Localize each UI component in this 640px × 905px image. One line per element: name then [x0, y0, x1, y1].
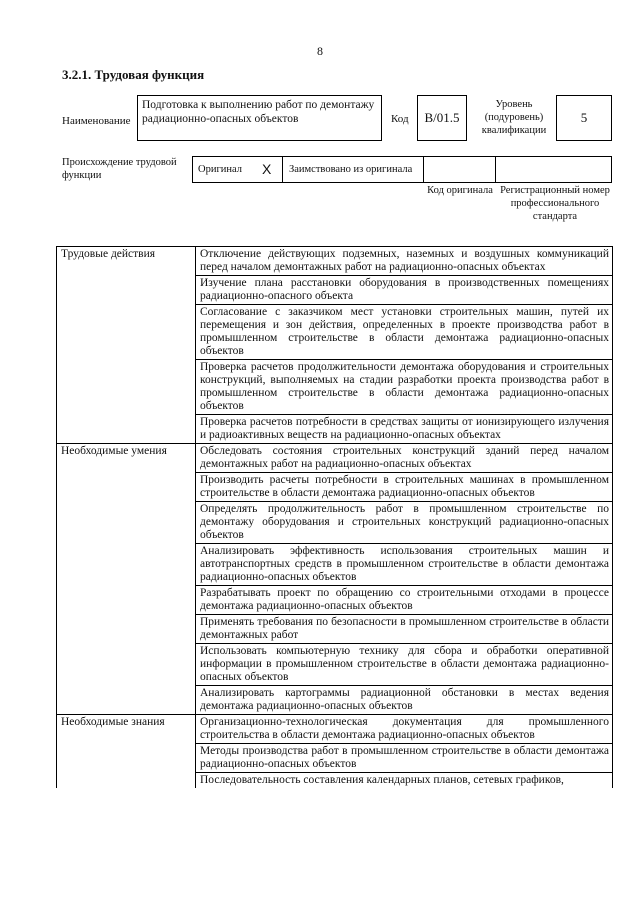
table-cell: Использовать компьютерную технику для сбора и обработки оперативной информации в промышленном строительстве в области демонтажа радиационно-опасных объектов	[196, 644, 613, 686]
code-label: Код	[391, 113, 409, 125]
table-row	[57, 276, 613, 305]
page-number: 8	[317, 44, 323, 58]
table-cell: Изучение плана расстановки оборудования в производственных помещениях радиационно-опасного объекта	[196, 276, 613, 305]
section-heading: Трудовые действия	[57, 247, 196, 276]
section-heading: Необходимые знания	[57, 715, 196, 744]
borrowed-label: Заимствовано из оригинала	[289, 164, 413, 175]
table-cell: Производить расчеты потребности в строительных машинах в промышленном строительстве в области демонтажа радиационно-опасных объектов	[196, 473, 613, 502]
name-value: Подготовка к выполнению работ по демонтажу радиационно-опасных объектов	[142, 99, 375, 125]
original-mark: X	[262, 161, 272, 177]
table-row	[57, 247, 613, 276]
table-row	[57, 744, 613, 773]
table-row	[57, 360, 613, 415]
table-row	[57, 544, 613, 586]
table-row	[57, 686, 613, 715]
table-row	[57, 415, 613, 444]
level-label: Уровень (подуровень) квалификации	[481, 99, 547, 136]
name-value-box	[137, 95, 382, 141]
table-cell: Применять требования по безопасности в промышленном строительстве в области демонтажных работ	[196, 615, 613, 644]
reg-number-label: Регистрационный номер профессионального стандарта	[500, 185, 610, 222]
divider-2	[423, 156, 424, 183]
table-cell: Анализировать эффективность использования строительных машин и автотранспортных средств в промышленном строительстве в области демонтажа радиационно-опасных объектов	[196, 544, 613, 586]
table-cell: Последовательность составления календарных планов, сетевых графиков,	[196, 773, 613, 789]
name-label: Наименование	[62, 115, 131, 127]
table-cell: Отключение действующих подземных, наземных и воздушных коммуникаций перед началом демонтажных работ на радиационно-опасных объектах	[196, 247, 613, 276]
table-cell: Разрабатывать проект по обращению со строительными отходами в процессе демонтажа радиационно-опасных объектов	[196, 586, 613, 615]
original-label: Оригинал	[198, 164, 242, 175]
divider-1	[282, 156, 283, 183]
table-cell: Организационно-технологическая документация для промышленного строительства в области демонтажа радиационно-опасных объектов	[196, 715, 613, 744]
divider-3	[495, 156, 496, 183]
table-row	[57, 773, 613, 789]
table-row	[57, 586, 613, 615]
table-cell: Определять продолжительность работ в промышленном строительстве по демонтажу оборудования и строительных конструкций радиационно-опасных объектов	[196, 502, 613, 544]
table-row	[57, 473, 613, 502]
table-cell: Согласование с заказчиком мест установки строительных машин, путей их перемещения и зон действия, определенных в проекте производства работ в промышленном строительстве в области демонтажа радиационно-опасных объектов	[196, 305, 613, 360]
table-cell: Проверка расчетов потребности в средствах защиты от ионизирующего излучения и радиоактивных веществ на радиационно-опасных объектах	[196, 415, 613, 444]
table-row	[57, 305, 613, 360]
table-cell: Проверка расчетов продолжительности демонтажа оборудования и строительных конструкций, выполняемых на стадии разработки проекта производства работ в промышленном строительстве в области демонтажа радиационно-опасных объектов	[196, 360, 613, 415]
code-value: B/01.5	[424, 110, 460, 125]
origin-label: Происхождение трудовой функции	[62, 157, 177, 181]
section-heading: Необходимые умения	[57, 444, 196, 473]
table-row	[57, 502, 613, 544]
table-cell: Анализировать картограммы радиационной обстановки в местах ведения демонтажа радиационно-опасных объектов	[196, 686, 613, 715]
level-value: 5	[580, 110, 588, 125]
level-value-box	[556, 95, 612, 141]
table-row	[57, 715, 613, 744]
table-row	[57, 644, 613, 686]
section-title: 3.2.1. Трудовая функция	[62, 67, 205, 82]
code-original-label: Код оригинала	[427, 185, 493, 196]
table-cell: Обследовать состояния строительных конструкций зданий перед началом демонтажных работ на радиационно-опасных объектах	[196, 444, 613, 473]
table-row	[57, 615, 613, 644]
table-row	[57, 444, 613, 473]
table-cell: Методы производства работ в промышленном строительстве в области демонтажа радиационно-опасных объектов	[196, 744, 613, 773]
code-value-box	[417, 95, 467, 141]
function-table	[56, 246, 613, 788]
